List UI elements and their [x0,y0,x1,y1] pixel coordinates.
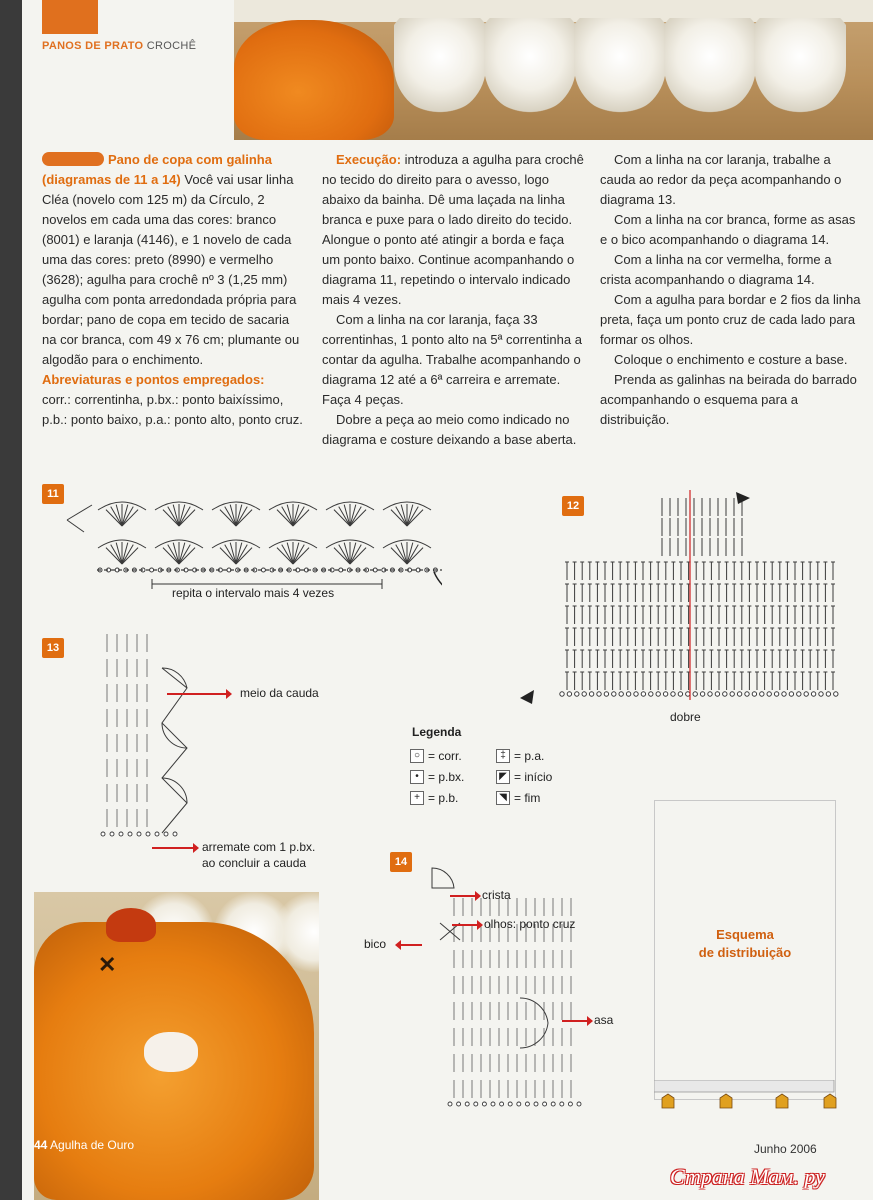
chain-stitch [101,832,105,836]
section-label [42,40,196,52]
hen-marker-icon [720,1094,732,1108]
tail-middle-arrow [167,693,227,695]
chain-stitch [811,692,815,696]
finish-label-2: ao concluir a cauda [202,856,307,870]
hen-photo-detail [234,20,394,140]
chain-stitch [534,1102,538,1106]
chain-stitch [448,1102,452,1106]
chain-stitch [634,692,638,696]
chain-stitch [686,692,690,696]
diagram-11-chart [62,490,442,600]
materials-text: Você vai usar linha Cléa (novelo com 125 m) da Círculo, 2 novelos em cada uma das cores: branco (8001) e laranja (4146), e 1 novelo de cada uma das cores: preto (8990) e vermelho (3628); agulha para crochê nº 3 (1,25 mm) agulha com ponta arredondada própria para bordar; pano de copa em tecido de sacaria na cor branca, com 49 x 76 cm; plumante ou algodão para o enchimento. [42,172,300,367]
column-3 [600,150,862,430]
abbreviations-text: corr.: correntinha, p.bx.: ponto baixíssimo, p.b.: ponto baixo, p.a.: ponto alto, ponto cruz. [42,392,303,427]
attach-paragraph: Prenda as galinhas na beirada do barrado acompanhando o esquema para a distribuição. [600,372,857,427]
finish-arrow [152,847,194,849]
chain-stitch [789,692,793,696]
slip-stitch-symbol-icon: • [410,770,424,784]
beak-arrow [400,944,422,946]
magazine-name: Agulha de Ouro [50,1138,135,1152]
wing-label: asa [594,1013,614,1027]
execution-paragraph-3: Dobre a peça ao meio como indicado no diagrama e costure deixando a base aberta. [322,412,577,447]
chain-stitch [146,832,150,836]
lace-border-photo [234,0,873,140]
double-crochet-symbol-icon: ‡ [496,749,510,763]
distribution-scheme-title [654,926,836,962]
legend-title: Legenda [412,725,462,739]
issue-date: Junho 2006 [754,1142,817,1156]
chain-symbol-icon: ○ [410,749,424,763]
chain-stitch [723,692,727,696]
chain-stitch [577,1102,581,1106]
diagram-11-number: 11 [42,484,64,504]
page-number: 44 [34,1138,48,1152]
chain-stitch [641,692,645,696]
chain-stitch [797,692,801,696]
legend-corr: = corr. [428,748,462,763]
end-arrow-icon [736,492,750,504]
lace-scallop [754,18,846,114]
diagram-12-chart [512,490,842,710]
intro-paragraph [42,150,304,370]
chain-stitch [164,832,168,836]
hen-photo [34,892,319,1200]
filling-paragraph: Coloque o enchimento e costure a base. [614,352,848,367]
chain-stitch [649,692,653,696]
legend [410,725,590,808]
chain-stitch [819,692,823,696]
chain-stitch-icon [42,152,104,166]
chain-stitch [700,692,704,696]
scheme-title-line-1: Esquema [716,927,774,942]
chain-stitch [834,692,838,696]
legend-fim: = fim [514,790,541,805]
abbreviations-heading: Abreviaturas e pontos empregados: [42,372,265,387]
hen-marker-icon [662,1094,674,1108]
chain-stitch [826,692,830,696]
legend-pbx: = p.bx. [428,769,465,784]
lace-scallop [664,18,756,114]
lace-scallop [394,18,486,114]
chain-stitch [465,1102,469,1106]
diagram-14-number: 14 [390,852,412,872]
start-arrow-icon [520,690,534,704]
hen-marker-icon [824,1094,836,1108]
lace-scallop [574,18,666,114]
eyes-arrow [452,924,478,926]
chain-stitch [804,692,808,696]
legend-inicio: = início [514,769,553,784]
chain-stitch [482,1102,486,1106]
execution-text: introduza a agulha para crochê no tecido do direito para o avesso, logo abaixo da bainha. Dê uma laçada na linha branca e puxe para o lado direito do tecido. Alongue o ponto até atingir a borda e faça um ponto baixo. Continue acompanhando o diagrama 11, repetindo o intervalo indicado mais 4 vezes. [322,152,584,307]
wings-paragraph: Com a linha na cor branca, forme as asas e o bico acompanhando o diagrama 14. [600,212,856,247]
finish-label: arremate com 1 p.bx. [202,840,316,854]
project-title: Pano de copa com galinha (diagramas de 11 a 14) [42,152,272,187]
chain-stitch [508,1102,512,1106]
chain-stitch [491,1102,495,1106]
chain-stitch [128,832,132,836]
chain-stitch [745,692,749,696]
chain-stitch [626,692,630,696]
chain-stitch [619,692,623,696]
chain-stitch [671,692,675,696]
chain-stitch [567,692,571,696]
chain-stitch [110,832,114,836]
chain-stitch [500,1102,504,1106]
chain-stitch [582,692,586,696]
chain-stitch [782,692,786,696]
chain-stitch [137,832,141,836]
comb-label: crista [482,888,511,902]
hen-wing-spot [144,1032,198,1072]
chain-stitch [560,1102,564,1106]
watermark: Страна Мам. ру [670,1164,825,1189]
execution-paragraph-2: Com a linha na cor laranja, faça 33 correntinhas, 1 ponto alto na 5ª correntinha a contar da agulha. Trabalhe acompanhando o diagrama 12 até a 6ª carreira e arremate. Faça 4 peças. [322,312,582,407]
chain-stitch [525,1102,529,1106]
column-2 [322,150,584,450]
single-crochet-symbol-icon: + [410,791,424,805]
chain-stitch [774,692,778,696]
end-symbol-icon: ◥ [496,791,510,805]
chain-stitch [119,832,123,836]
section-title: PANOS DE PRATO [42,40,144,52]
chain-stitch [708,692,712,696]
hen-comb [106,908,156,942]
hen-eye-icon: ✕ [98,952,117,977]
execution-paragraph [322,150,584,310]
chain-stitch [693,692,697,696]
chain-stitch [612,692,616,696]
chain-stitch [663,692,667,696]
chain-stitch [678,692,682,696]
beak-label: bico [364,937,387,951]
diagram-12-caption: dobre [670,710,701,724]
chain-stitch [604,692,608,696]
lace-scallop [484,18,576,114]
legend-pa: = p.a. [514,748,545,763]
column-1 [42,150,304,430]
start-symbol-icon: ◤ [496,770,510,784]
chain-stitch [173,832,177,836]
chain-stitch [517,1102,521,1106]
chain-stitch [715,692,719,696]
hen-marker-icon [776,1094,788,1108]
chain-stitch [474,1102,478,1106]
scheme-title-line-2: de distribuição [698,945,792,960]
chain-stitch [568,1102,572,1106]
section-subtitle: CROCHÊ [146,40,197,52]
eyes-paragraph: Com a agulha para bordar e 2 fios da linha preta, faça um ponto cruz de cada lado para formar os olhos. [600,292,861,347]
chain-stitch [575,692,579,696]
tail-paragraph: Com a linha na cor laranja, trabalhe a cauda ao redor da peça acompanhando o diagrama 13. [600,152,842,207]
chain-stitch [551,1102,555,1106]
magazine-page [22,0,873,1200]
eyes-label: olhos: ponto cruz [484,917,576,931]
comb-arrow [450,895,476,897]
chain-stitch [752,692,756,696]
chain-stitch [737,692,741,696]
diagram-13-number: 13 [42,638,64,658]
chain-stitch [730,692,734,696]
chain-stitch [597,692,601,696]
footer-left [34,1138,134,1152]
diagram-12-number: 12 [562,496,584,516]
chain-stitch [155,832,159,836]
wing-arrow [562,1020,588,1022]
chain-stitch [760,692,764,696]
chain-stitch [589,692,593,696]
tail-middle-label: meio da cauda [240,686,319,700]
chain-stitch [656,692,660,696]
chain-stitch [543,1102,547,1106]
diagram-13-chart [77,628,237,840]
distribution-scheme-edge [654,1080,844,1120]
section-tab [42,0,98,34]
legend-pb: = p.b. [428,790,459,805]
chain-stitch [767,692,771,696]
chain-stitch [560,692,564,696]
diagram-11-caption: repita o intervalo mais 4 vezes [172,586,335,600]
comb-paragraph: Com a linha na cor vermelha, forme a crista acompanhando o diagrama 14. [600,252,832,287]
chain-stitch [457,1102,461,1106]
execution-label: Execução: [336,152,402,167]
page-gutter [0,0,22,1200]
